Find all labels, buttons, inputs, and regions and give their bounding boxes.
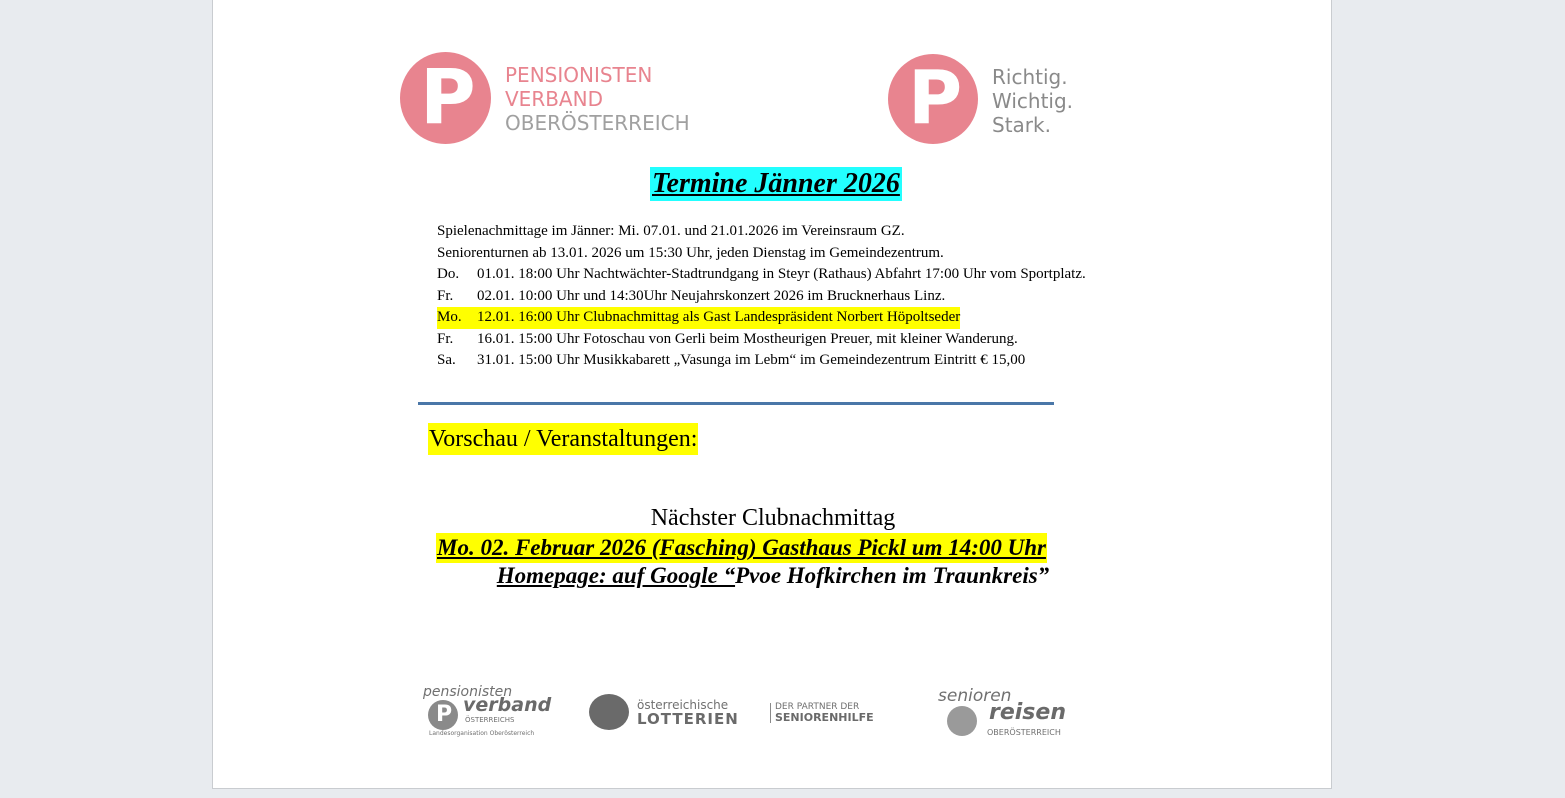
next-club-date: Mo. 02. Februar 2026 (Fasching) Gasthaus Pickl um 14:00 Uhr xyxy=(436,533,1047,563)
horizontal-divider xyxy=(418,402,1054,405)
intro-line: Spielenachmittage im Jänner: Mi. 07.01. und 21.01.2026 im Vereinsraum GZ. xyxy=(437,223,905,239)
event-text: 12.01. 16:00 Uhr Clubnachmittag als Gast Landespräsident Norbert Höpoltseder xyxy=(477,309,961,325)
slogan-line-1: Richtig. xyxy=(992,65,1068,89)
slogan-line-3: Stark. xyxy=(992,113,1051,137)
p-logo-icon: P xyxy=(888,54,978,144)
event-text: 16.01. 15:00 Uhr Fotoschau von Gerli beim Mostheurigen Preuer, mit kleiner Wanderung. xyxy=(477,330,1018,347)
document-title: Termine Jänner 2026 xyxy=(652,168,900,199)
intro-line: Seniorenturnen ab 13.01. 2026 um 15:30 Uhr, jeden Dienstag im Gemeindezentrum. xyxy=(437,244,944,261)
event-text: 01.01. 18:00 Uhr Nachtwächter-Stadtrundgang in Steyr (Rathaus) Abfahrt 17:00 Uhr vom Sportplatz. xyxy=(477,266,1086,282)
event-day: Do. xyxy=(437,266,460,282)
event-row xyxy=(437,329,1086,351)
slogan-line-2: Wichtig. xyxy=(992,89,1074,113)
event-text: 02.01. 10:00 Uhr und 14:30Uhr Neujahrskonzert 2026 im Brucknerhaus Linz. xyxy=(477,287,946,304)
event-row xyxy=(437,350,1086,372)
event-day: Sa. xyxy=(437,352,456,368)
next-club-title: Nächster Clubnachmittag xyxy=(650,505,896,531)
logo-line-1: PENSIONISTEN xyxy=(505,63,653,87)
event-day: Fr. xyxy=(437,330,454,347)
event-row-highlighted xyxy=(437,307,1086,329)
p-logo-icon: P xyxy=(400,52,491,144)
event-text: 31.01. 15:00 Uhr Musikkabarett „Vasunga im Lebm“ im Gemeindezentrum Eintritt € 15,00 xyxy=(477,352,1026,368)
preview-heading: Vorschau / Veranstaltungen: xyxy=(428,423,698,455)
homepage-name: Pvoe Hofkirchen im Traunkreis” xyxy=(735,563,1050,588)
event-row xyxy=(437,264,1086,286)
logo-line-3: OBERÖSTERREICH xyxy=(505,111,690,135)
homepage-prefix: Homepage: auf Google “ xyxy=(496,563,736,588)
p-logo-icon: P xyxy=(428,700,458,730)
event-day: Mo. xyxy=(437,309,462,325)
sun-icon xyxy=(947,706,977,736)
lotterien-icon xyxy=(589,694,629,730)
event-day: Fr. xyxy=(437,287,454,304)
homepage-line xyxy=(213,561,1333,591)
event-row xyxy=(437,286,1086,308)
document-page: P PENSIONISTEN VERBAND OBERÖSTERREICH P Richtig. Wichtig. Stark. Termine Jänner 2026 Spielenachmittage im Jänner: Mi. 07.01. und 21.01.2026 im Vereinsraum GZ. Seniorenturnen ab 13.01. 2026 um 15:30 Uhr, jeden Dienstag im Gemeindezentrum. Do. 01.01. 18:00 Uhr Nachtwächter-Stadtrundgang in Steyr (Rathaus) Abfahrt 17:00 Uhr vom Sportplatz. Fr. 02.01. 10:00 Uhr und 14:30Uhr Neujahrskonzert 2026 im Brucknerhaus Linz. Mo. 12.01. 16:00 Uhr Clubnachmittag als Gast Landespräsident Norbert Höpoltseder Fr. 16.01. 15:00 Uhr Fotoschau von Gerli beim Mostheurigen Preuer, mit kleiner Wanderung. Sa. 31.01. 15:00 Uhr Musikkabarett „Vasunga im Lebm“ im Gemeindezentrum Eintritt € 15,00 Vorschau / Veranstaltungen: Nächster Clubnachmittag Mo. 02. Februar 2026 (Fasching) Gasthaus Pickl um 14:00 Uhr Homepage: auf Google “Pvoe Hofkirchen im Traunkreis” pensionisten P verband ÖSTERREICHS Landesorganisation Oberösterreich österreichische LOTTERIEN DER PARTNER DER SENIORENHILFE senioren reisen OBERÖSTERREICH xyxy=(212,0,1332,789)
event-list xyxy=(437,221,1086,372)
logo-line-2: VERBAND xyxy=(505,87,603,111)
